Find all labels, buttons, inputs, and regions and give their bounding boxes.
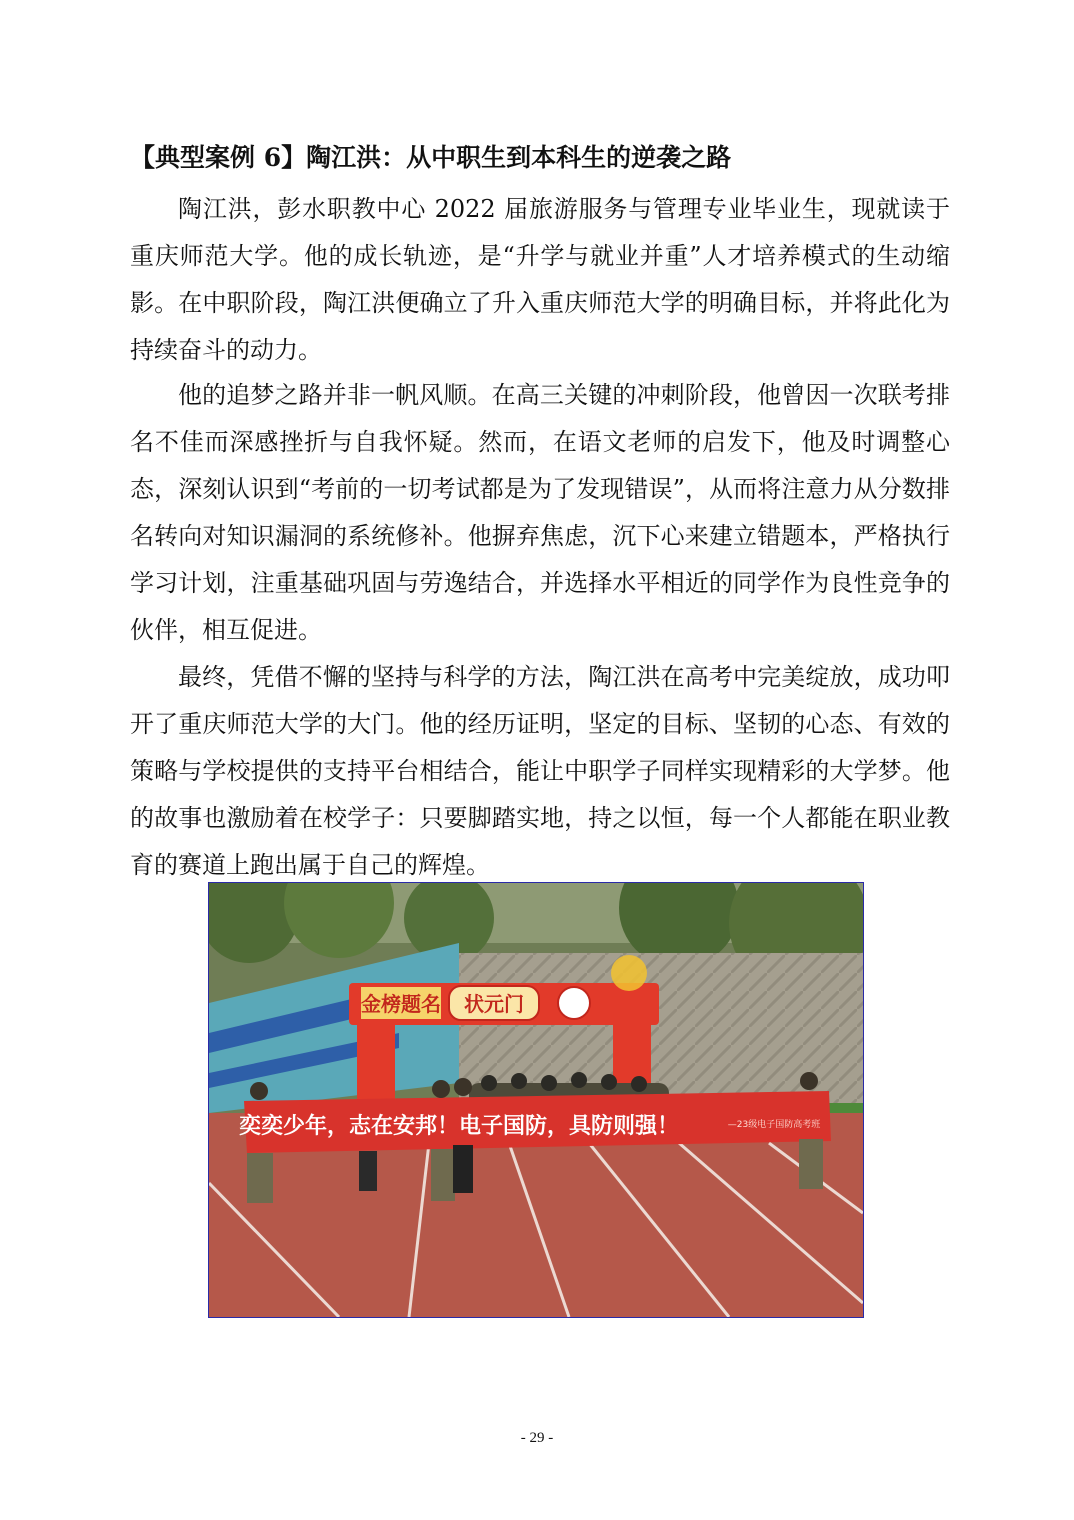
parade-photo: [208, 882, 864, 1318]
paragraph-struggle: 他的追梦之路并非一帆风顺。在高三关键的冲刺阶段，他曾因一次联考排名不佳而深感挫折与自我怀疑。然而，在语文老师的启发下，他及时调整心态，深刻认识到“考前的一切考试都是为了发现错误”，从而将注意力从分数排名转向对知识漏洞的系统修补。他摒弃焦虑，沉下心来建立错题本，严格执行学习计划，注重基础巩固与劳逸结合，并选择水平相近的同学作为良性竞争的伙伴，相互促进。: [130, 381, 950, 644]
arch-center-sign: 状元门: [464, 992, 524, 1016]
case-heading: 【典型案例 6】陶江洪：从中职生到本科生的逆袭之路: [130, 143, 732, 172]
paragraph-success: 最终，凭借不懈的坚持与科学的方法，陶江洪在高考中完美绽放，成功叩开了重庆师范大学的大门。他的经历证明，坚定的目标、坚韧的心态、有效的策略与学校提供的支持平台相结合，能让中职学子同样实现精彩的大学梦。他的故事也激励着在校学子：只要脚踏实地，持之以恒，每一个人都能在职业教育的赛道上跑出属于自己的辉煌。: [130, 663, 950, 879]
banner-slogan: 奕奕少年，志在安邦！电子国防，具防则强！: [238, 1114, 680, 1139]
banner-signature: —23级电子国防高考班: [727, 1120, 821, 1130]
arch-left-sign: 金榜题名: [361, 992, 441, 1016]
paragraph-intro: 陶江洪，彭水职教中心 2022 届旅游服务与管理专业毕业生，现就读于重庆师范大学。他的成长轨迹，是“升学与就业并重”人才培养模式的生动缩影。在中职阶段，陶江洪便确立了升入重庆师范大学的明确目标，并将此化为持续奋斗的动力。: [130, 195, 950, 364]
page-number: - 29 -: [520, 1430, 554, 1446]
